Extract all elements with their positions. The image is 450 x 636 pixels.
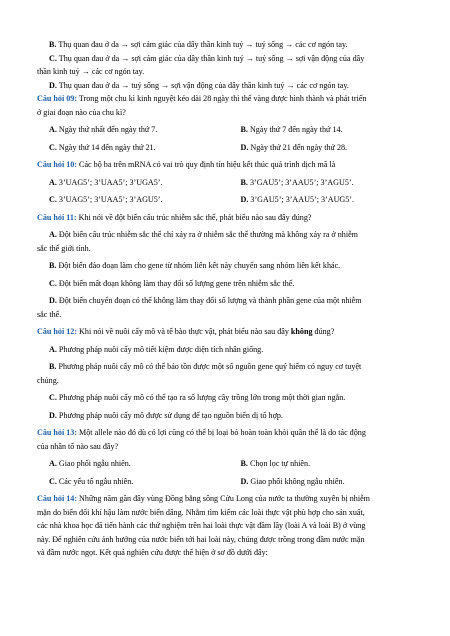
question-11: Câu hỏi 11: Khi nói về đột biến cấu trúc nhiễm sắc thể, phát biểu nào sau đây đúng? <box>37 212 312 222</box>
options-row: A. Ngày thứ nhất đến ngày thứ 7. B. Ngày thứ 7 đến ngày thứ 14. <box>49 125 343 134</box>
option-line: C. Thụ quan đau ở da → sợi cảm giác của dây thần kinh tuỷ → tuỷ sống → sợi vận động của dây <box>49 53 365 63</box>
options-row: A. 3’UAG5’; 3’UAA5’; 3’UGA5’. B. 3’GAU5’; 3’AAU5’; 3’AGU5’. <box>49 177 354 187</box>
option-line-continued: sắc thể. <box>37 309 62 319</box>
option-line-continued: sắc thể giới tính. <box>37 243 91 253</box>
question-14-continued: các nhà khoa học đã tiến hành các thử nghiệm trên hai loài thực vật đầm lầy (loài A và loài B) ở vùng <box>37 521 366 530</box>
option-line: B. Phương pháp nuôi cấy mô có thể bảo tồn được một số nguồn gene quý hiếm có nguy cơ tuyệt <box>49 362 362 371</box>
option-line: D. Đột biến chuyển đoạn có thể không làm thay đổi số lượng và thành phần gene của một nhiễm <box>49 296 362 305</box>
document-page <box>37 38 420 560</box>
question-14-continued: và đầm nước ngọt. Kết quả nghiên cứu được thể hiện ở sơ đồ dưới đây: <box>37 548 268 557</box>
option-line: D. Phương pháp nuôi cấy mô được sử dụng để tạo nguồn biến dị tổ hợp. <box>49 410 283 420</box>
option-line: C. Phương pháp nuôi cấy mô có thể tạo ra số lượng cây trồng lớn trong một thời gian ngắn. <box>49 393 346 402</box>
question-12: Câu hỏi 12: Khi nói về nuôi cấy mô và tế bào thực vật, phát biểu nào sau đây không đúng? <box>37 327 335 336</box>
option-line: A. Đột biến cấu trúc nhiễm sắc thể chỉ xảy ra ở nhiễm sắc thể thường mà không xảy ra ở nhiễm <box>49 230 358 239</box>
question-9: Câu hỏi 09: Trong một chu kì kinh nguyệt kéo dài 28 ngày thì thể vàng được hình thành và phát triển <box>37 94 367 103</box>
question-14-continued: này. Để nghiên cứu ảnh hưởng của nước biển tới hai loài này, chúng được trồng trong đầm nước mặn <box>37 534 365 544</box>
option-line: C. Đột biến mất đoạn không làm thay đổi số lượng gene trên nhiễm sắc thể. <box>49 278 295 288</box>
question-10: Câu hỏi 10: Các bộ ba trên mRNA có vai trò quy định tín hiệu kết thúc quá trình dịch mã là <box>37 160 336 169</box>
option-line-continued: chủng. <box>37 375 59 385</box>
option-line: B. Đột biến đảo đoạn làm cho gene từ nhóm liên kết này chuyển sang nhóm liên kết khác. <box>49 261 341 270</box>
option-line-continued: thần kinh tuỷ → các cơ ngón tay. <box>37 67 145 76</box>
question-13: Câu hỏi 13: Một allele nào đó dù có lợi cũng có thể bị loại bỏ hoàn toàn khỏi quần thể là do tác động <box>37 428 366 437</box>
question-13-continued: của nhân tố nào sau đây? <box>37 441 119 451</box>
option-line: B. Thụ quan đau ở da → sợi cảm giác của dây thần kinh tuỷ → tuỷ sống → các cơ ngón tay. <box>49 40 348 49</box>
option-line: D. Thụ quan đau ở da → tuỷ sống → sợi vận động của dây thần kinh tuỷ → các cơ ngón tay. <box>49 80 349 90</box>
option-line: A. Phương pháp nuôi cấy mô tiết kiệm được diện tích nhân giống. <box>49 344 264 354</box>
options-row: A. Giao phối ngẫu nhiên. B. Chọn lọc tự nhiên. <box>49 459 311 468</box>
question-9-continued: ở giai đoạn nào của chu kì? <box>37 107 126 117</box>
question-14: Câu hỏi 14: Những năm gần đây vùng Đồng bằng sông Cửu Long của nước ta thường xuyên bị nhiễm <box>37 494 370 503</box>
options-row: C. Các yếu tố ngẫu nhiên. D. Giao phối không ngẫu nhiên. <box>49 476 345 486</box>
question-14-continued: mặn do biến đổi khí hậu làm nước biển dâng. Nhằm tìm kiếm các loài thực vật phù hợp cho sản xuất, <box>37 507 365 517</box>
options-row: C. Ngày thứ 14 đến ngày thứ 21. D. Ngày thứ 21 đến ngày thứ 28. <box>49 142 348 152</box>
options-row: C. 3’UAG5’; 3’UAA5’; 3’AGU5’. D. 3’GAU5’; 3’AAU5’; 3’AUG5’. <box>49 195 355 204</box>
